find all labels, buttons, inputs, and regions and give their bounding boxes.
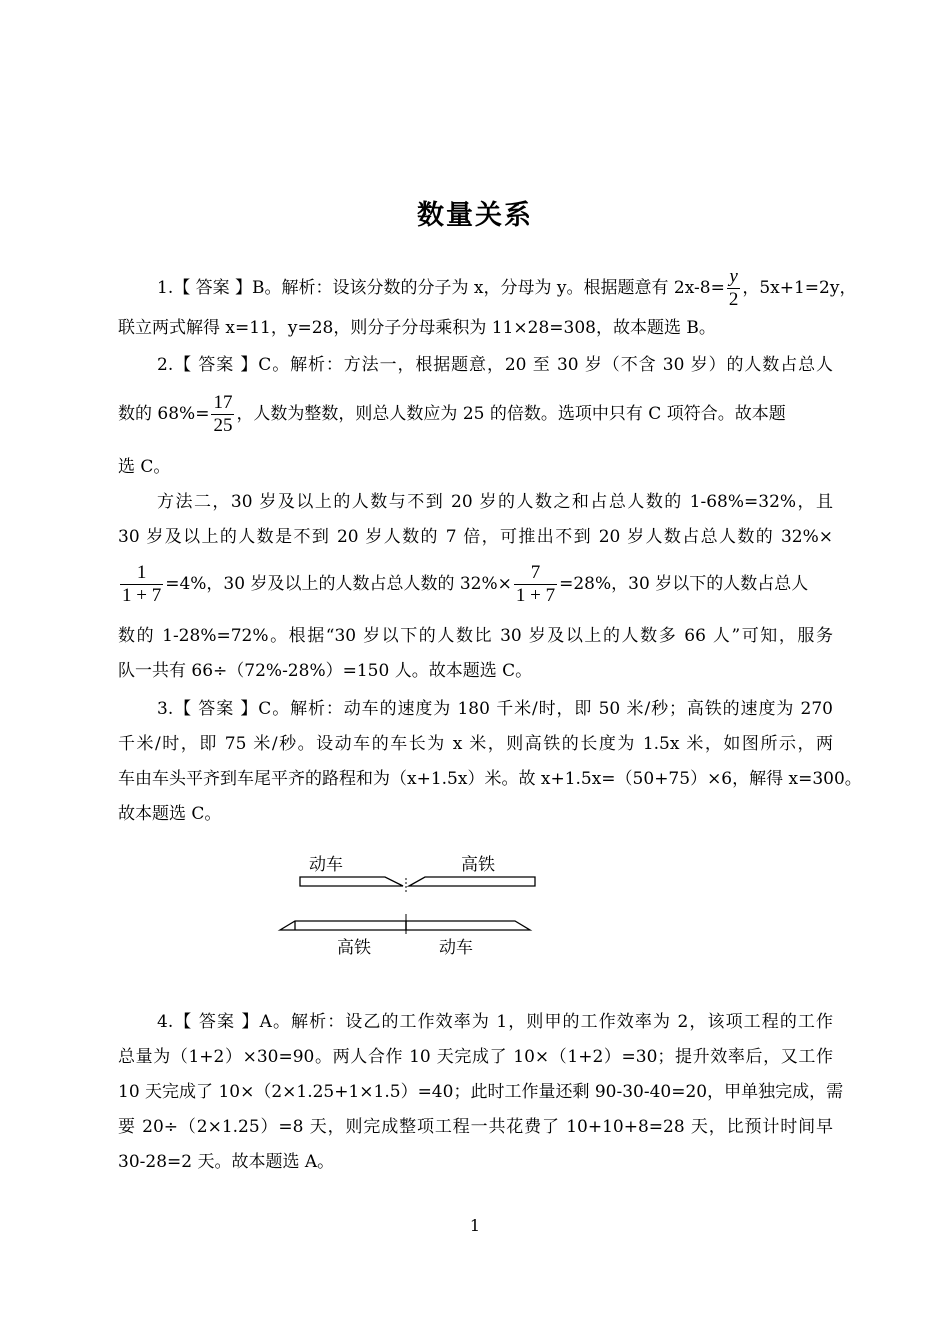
q2-text-pre: 数的 68%= (118, 404, 210, 424)
q2-m2-fraction-1 (120, 562, 163, 607)
diagram-bottom-right-train (406, 921, 530, 930)
q2-m2-line1: 方法二，30 岁及以上的人数与不到 20 岁的人数之和占总人数的 1-68%=32%，且 (157, 492, 833, 512)
q2-m2-line5: 队一共有 66÷（72%-28%）=150 人。故本题选 C。 (118, 661, 533, 681)
q2-m2-line2: 30 岁及以上的人数是不到 20 岁人数的 7 倍，可推出不到 20 岁人数占总人数的 32%× (118, 527, 833, 547)
q1-line2: 联立两式解得 x=11，y=28，则分子分母乘积为 11×28=308，故本题选 B。 (118, 318, 716, 338)
q2-text-post: ，人数为整数，则总人数应为 25 的倍数。选项中只有 C 项符合。故本题 (236, 404, 786, 424)
q2-m2-frac1-den: 1 + 7 (122, 585, 162, 606)
q1-line1 (157, 266, 857, 311)
q2-m2-line4: 数的 1-28%=72%。根据“30 岁以下的人数比 30 岁及以上的人数多 66 人”可知，服务 (118, 626, 833, 646)
q2-frac-num: 17 (213, 392, 233, 413)
q2-line2 (118, 392, 833, 437)
q2-line1: 2.【 答案 】C。解析：方法一，根据题意，20 至 30 岁（不含 30 岁）的人数占总人 (157, 355, 833, 375)
q2-m2-text-a: =4%，30 岁及以上的人数占总人数的 32%× (165, 574, 512, 594)
q4-line3: 10 天完成了 10×（2×1.25+1×1.5）=40；此时工作量还剩 90-30-40=20，甲单独完成，需 (118, 1082, 844, 1102)
diagram-top-right-train (409, 877, 535, 886)
train-diagram (275, 848, 545, 968)
q1-fraction (727, 266, 741, 311)
diagram-top-left-train (300, 877, 403, 886)
q2-frac-den: 25 (213, 415, 233, 436)
q3-line2: 千米/时，即 75 米/秒。设动车的车长为 x 米，则高铁的长度为 1.5x 米，如图所示，两 (118, 734, 833, 754)
q1-text-post: ，5x+1=2y， (742, 278, 857, 298)
q1-text-pre: 1.【 答案 】B。解析：设该分数的分子为 x，分母为 y。根据题意有 2x-8= (157, 278, 725, 298)
diagram-bottom-left-label: 高铁 (337, 938, 371, 958)
diagram-bottom-right-label: 动车 (439, 938, 473, 958)
q1-frac-den: 2 (728, 289, 739, 310)
q3-line1: 3.【 答案 】C。解析：动车的速度为 180 千米/时，即 50 米/秒；高铁的速度为 270 (157, 699, 833, 719)
q2-m2-frac1-num: 1 (136, 562, 147, 583)
page-number: 1 (469, 1216, 481, 1235)
page-title: 数量关系 (417, 200, 533, 231)
diagram-top-left-label: 动车 (309, 855, 343, 875)
q2-m2-frac2-den: 1 + 7 (515, 585, 556, 606)
q2-m2-fraction-2 (514, 562, 557, 607)
q4-line4: 要 20÷（2×1.25）=8 天，则完成整项工程一共花费了 10+10+8=28 天，比预计时间早 (118, 1117, 833, 1137)
q2-m2-frac2-num: 7 (530, 562, 541, 583)
q3-line4: 故本题选 C。 (118, 804, 222, 824)
q4-line1: 4.【 答案 】A。解析：设乙的工作效率为 1，则甲的工作效率为 2，该项工程的工作 (157, 1012, 833, 1032)
q2-m2-text-b: =28%，30 岁以下的人数占总人 (559, 574, 809, 594)
q3-line3: 车由车头平齐到车尾平齐的路程和为（x+1.5x）米。故 x+1.5x=（50+75）×6，解得 x=300。 (118, 769, 862, 789)
q2-m2-line3 (118, 562, 833, 607)
q4-line5: 30-28=2 天。故本题选 A。 (118, 1152, 335, 1172)
q2-line3: 选 C。 (118, 457, 171, 477)
q1-frac-num: y (729, 266, 738, 287)
diagram-top-right-label: 高铁 (461, 855, 495, 875)
q4-line2: 总量为（1+2）×30=90。两人合作 10 天完成了 10×（1+2）=30；提升效率后，又工作 (118, 1047, 833, 1067)
diagram-bottom-left-train (280, 921, 406, 930)
q2-fraction (211, 392, 234, 437)
